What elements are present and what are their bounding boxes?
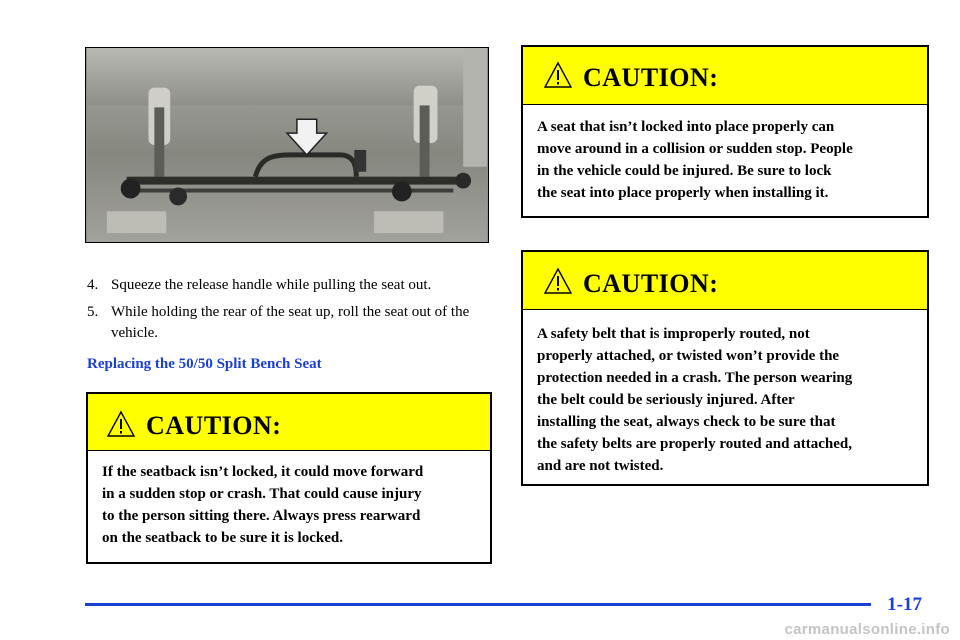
- caution-box-seatback: [86, 392, 492, 564]
- caution-line: the safety belts are properly routed and attached,: [537, 436, 852, 452]
- caution-line: move around in a collision or sudden stop. People: [537, 141, 853, 157]
- warning-triangle-icon: [543, 267, 573, 295]
- caution-title: CAUTION:: [583, 269, 719, 298]
- caution-line: the belt could be seriously injured. After: [537, 392, 795, 408]
- caution-line: in the vehicle could be injured. Be sure to lock: [537, 163, 832, 179]
- caution-text: [523, 105, 927, 204]
- caution-line: on the seatback to be sure it is locked.: [102, 530, 343, 546]
- caution-line: If the seatback isn’t locked, it could move forward: [102, 464, 424, 480]
- caution-text: [88, 451, 490, 549]
- caution-box-safety-belt: [521, 250, 929, 486]
- caution-line: protection needed in a crash. The person wearing: [537, 370, 853, 386]
- watermark: carmanualsonline.info: [784, 621, 950, 638]
- caution-line: A safety belt that is improperly routed, not: [537, 326, 810, 342]
- caution-header: [88, 394, 490, 451]
- footer-rule: [85, 603, 871, 606]
- seat-track-photo: [85, 47, 489, 243]
- warning-triangle-icon: [543, 61, 573, 89]
- caution-line: properly attached, or twisted won’t provide the: [537, 348, 840, 364]
- step-text: While holding the rear of the seat up, roll the seat out of the vehicle.: [111, 304, 470, 341]
- caution-box-seat-lock: [521, 45, 929, 218]
- caution-line: to the person sitting there. Always press rearward: [102, 508, 421, 524]
- caution-header: [523, 252, 927, 310]
- caution-line: A seat that isn’t locked into place properly can: [537, 119, 835, 135]
- step-text: Squeeze the release handle while pulling the seat out.: [111, 277, 432, 293]
- caution-text: [523, 310, 927, 477]
- instruction-steps: [87, 275, 492, 350]
- warning-triangle-icon: [106, 410, 136, 438]
- caution-line: in a sudden stop or crash. That could cause injury: [102, 486, 422, 502]
- step-4: [87, 275, 492, 296]
- seat-track-image: [86, 48, 488, 242]
- step-number: 5.: [87, 304, 99, 320]
- caution-title: CAUTION:: [583, 63, 719, 92]
- section-subheading: Replacing the 50/50 Split Bench Seat: [87, 356, 322, 372]
- caution-title: CAUTION:: [146, 411, 282, 440]
- step-number: 4.: [87, 277, 99, 293]
- caution-line: the seat into place properly when installing it.: [537, 185, 829, 201]
- caution-header: [523, 47, 927, 105]
- page-number: 1-17: [887, 594, 922, 615]
- caution-line: installing the seat, always check to be sure that: [537, 414, 836, 430]
- caution-line: and are not twisted.: [537, 458, 664, 474]
- step-5: [87, 302, 492, 344]
